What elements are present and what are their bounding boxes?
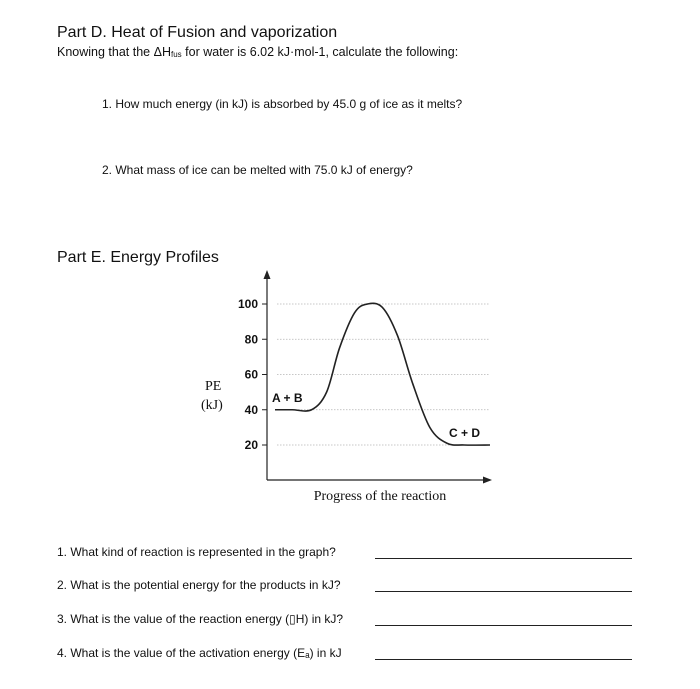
y-tick-label: 80 [244,332,258,347]
delta-h-subscript: fus [171,50,182,59]
intro-post: for water is 6.02 kJ·mol-1, calculate the following: [181,45,459,59]
x-axis-arrow-icon [483,477,492,484]
answer-line-4[interactable] [375,659,632,660]
y-axis-label-kj: (kJ) [201,398,223,413]
grid-lines [277,304,490,445]
part-e-question-1: 1. What kind of reaction is represented in the graph? [57,545,336,559]
part-d-question-1: 1. How much energy (in kJ) is absorbed by 45.0 g of ice as it melts? [102,97,463,111]
y-tick-label: 20 [244,438,258,452]
axes [264,270,493,484]
y-tick-label: 60 [244,367,258,382]
y-ticks [238,297,267,452]
part-d-title: Part D. Heat of Fusion and vaporization [57,24,338,41]
y-axis-arrow-icon [264,270,271,279]
part-e-question-3: 3. What is the value of the reaction energy (▯H) in kJ? [57,612,344,626]
answer-line-2[interactable] [375,591,632,592]
y-tick-label: 40 [244,402,258,417]
y-axis-label-pe: PE [205,379,222,394]
reactant-label: A + B [272,390,303,405]
product-label: C + D [449,426,481,440]
intro-pre: Knowing that the [57,45,154,59]
part-e-question-4: 4. What is the value of the activation energy (Eₐ) in kJ [57,646,342,660]
y-tick-label: 100 [237,297,258,311]
part-e-title: Part E. Energy Profiles [57,249,219,266]
answer-line-1[interactable] [375,558,632,559]
answer-line-3[interactable] [375,625,632,626]
delta-h: ΔH [153,45,171,59]
part-d-question-2: 2. What mass of ice can be melted with 75.0 kJ of energy? [102,163,413,177]
x-axis-label: Progress of the reaction [313,489,447,504]
part-e-question-2: 2. What is the potential energy for the products in kJ? [57,578,341,592]
